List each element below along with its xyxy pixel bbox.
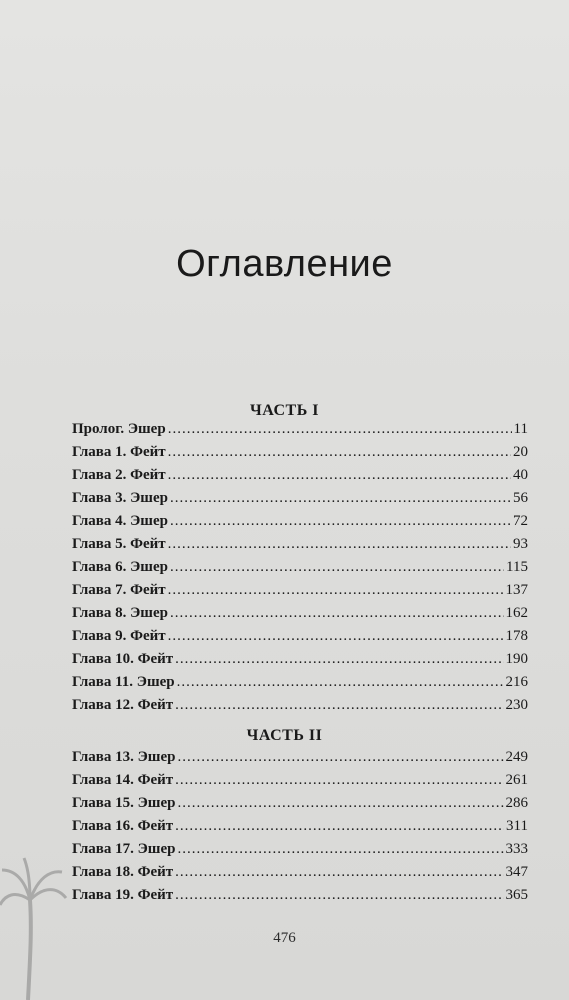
dot-leader <box>177 841 503 858</box>
toc-entry-label: Глава 5. Фейт <box>72 536 166 552</box>
toc-entry <box>72 559 528 582</box>
toc-entry <box>72 444 528 467</box>
toc-entry-label: Глава 11. Эшер <box>72 674 175 690</box>
toc-entry-page: 230 <box>505 697 528 713</box>
toc-entry <box>72 605 528 628</box>
dot-leader <box>175 651 503 668</box>
page-number: 476 <box>273 930 296 946</box>
toc-entry-page: 190 <box>505 651 528 667</box>
toc-entry <box>72 795 528 818</box>
toc-entry <box>72 628 528 651</box>
toc-part-2 <box>72 749 528 910</box>
dot-leader <box>168 536 511 553</box>
toc-part-1 <box>72 421 528 720</box>
toc-entry-page: 261 <box>505 772 528 788</box>
dot-leader <box>168 467 511 484</box>
palm-tree-decoration <box>0 840 70 1000</box>
toc-entry-page: 286 <box>505 795 528 811</box>
toc-entry-label: Глава 3. Эшер <box>72 490 168 506</box>
toc-entry-label: Глава 1. Фейт <box>72 444 166 460</box>
toc-entry-label: Глава 4. Эшер <box>72 513 168 529</box>
toc-entry-label: Глава 9. Фейт <box>72 628 166 644</box>
toc-entry-page: 115 <box>506 559 528 575</box>
toc-entry-label: Глава 18. Фейт <box>72 864 174 880</box>
toc-entry <box>72 818 528 841</box>
dot-leader <box>170 513 511 530</box>
toc-entry-page: 93 <box>513 536 528 552</box>
toc-entry-label: Глава 16. Фейт <box>72 818 174 834</box>
toc-entry-page: 72 <box>513 513 528 529</box>
dot-leader <box>170 490 511 507</box>
dot-leader <box>175 864 503 881</box>
toc-entry-label: Глава 14. Фейт <box>72 772 174 788</box>
dot-leader <box>168 628 504 645</box>
toc-entry-label: Пролог. Эшер <box>72 421 166 437</box>
toc-entry-page: 137 <box>505 582 528 598</box>
toc-entry-label: Глава 7. Фейт <box>72 582 166 598</box>
toc-entry-page: 311 <box>506 818 528 834</box>
toc-entry-label: Глава 8. Эшер <box>72 605 168 621</box>
toc-entry-page: 333 <box>505 841 528 857</box>
toc-entry <box>72 841 528 864</box>
toc-entry-page: 40 <box>513 467 528 483</box>
toc-entry <box>72 582 528 605</box>
dot-leader <box>177 674 504 691</box>
dot-leader <box>168 582 504 599</box>
toc-entry <box>72 864 528 887</box>
toc-entry-label: Глава 10. Фейт <box>72 651 174 667</box>
toc-entry-page: 216 <box>505 674 528 690</box>
dot-leader <box>177 749 503 766</box>
toc-entry <box>72 513 528 536</box>
dot-leader <box>170 605 504 622</box>
dot-leader <box>175 887 503 904</box>
dot-leader <box>177 795 503 812</box>
toc-entry-page: 178 <box>505 628 528 644</box>
dot-leader <box>175 818 504 835</box>
toc-entry-label: Глава 15. Эшер <box>72 795 176 811</box>
toc-entry-page: 347 <box>505 864 528 880</box>
dot-leader <box>175 697 503 714</box>
toc-entry-label: Глава 19. Фейт <box>72 887 174 903</box>
toc-entry <box>72 536 528 559</box>
toc-entry-page: 249 <box>505 749 528 765</box>
dot-leader <box>170 559 504 576</box>
toc-entry-page: 162 <box>505 605 528 621</box>
toc-entry <box>72 887 528 910</box>
toc-entry <box>72 772 528 795</box>
toc-entry-label: Глава 13. Эшер <box>72 749 176 765</box>
toc-entry-page: 20 <box>513 444 528 460</box>
toc-entry-page: 56 <box>513 490 528 506</box>
part-heading: ЧАСТЬ I <box>249 402 320 419</box>
toc-entry <box>72 674 528 697</box>
dot-leader <box>168 421 512 438</box>
toc-entry-label: Глава 12. Фейт <box>72 697 174 713</box>
dot-leader <box>175 772 503 789</box>
toc-entry <box>72 651 528 674</box>
toc-entry <box>72 697 528 720</box>
part-heading: ЧАСТЬ II <box>246 727 323 744</box>
page-title: Оглавление <box>176 243 393 285</box>
toc-entry-label: Глава 2. Фейт <box>72 467 166 483</box>
toc-entry-label: Глава 17. Эшер <box>72 841 176 857</box>
toc-entry <box>72 421 528 444</box>
toc-entry-page: 11 <box>513 421 528 437</box>
toc-entry-label: Глава 6. Эшер <box>72 559 168 575</box>
toc-entry <box>72 467 528 490</box>
toc-entry <box>72 749 528 772</box>
dot-leader <box>168 444 511 461</box>
toc-entry-page: 365 <box>505 887 528 903</box>
toc-entry <box>72 490 528 513</box>
